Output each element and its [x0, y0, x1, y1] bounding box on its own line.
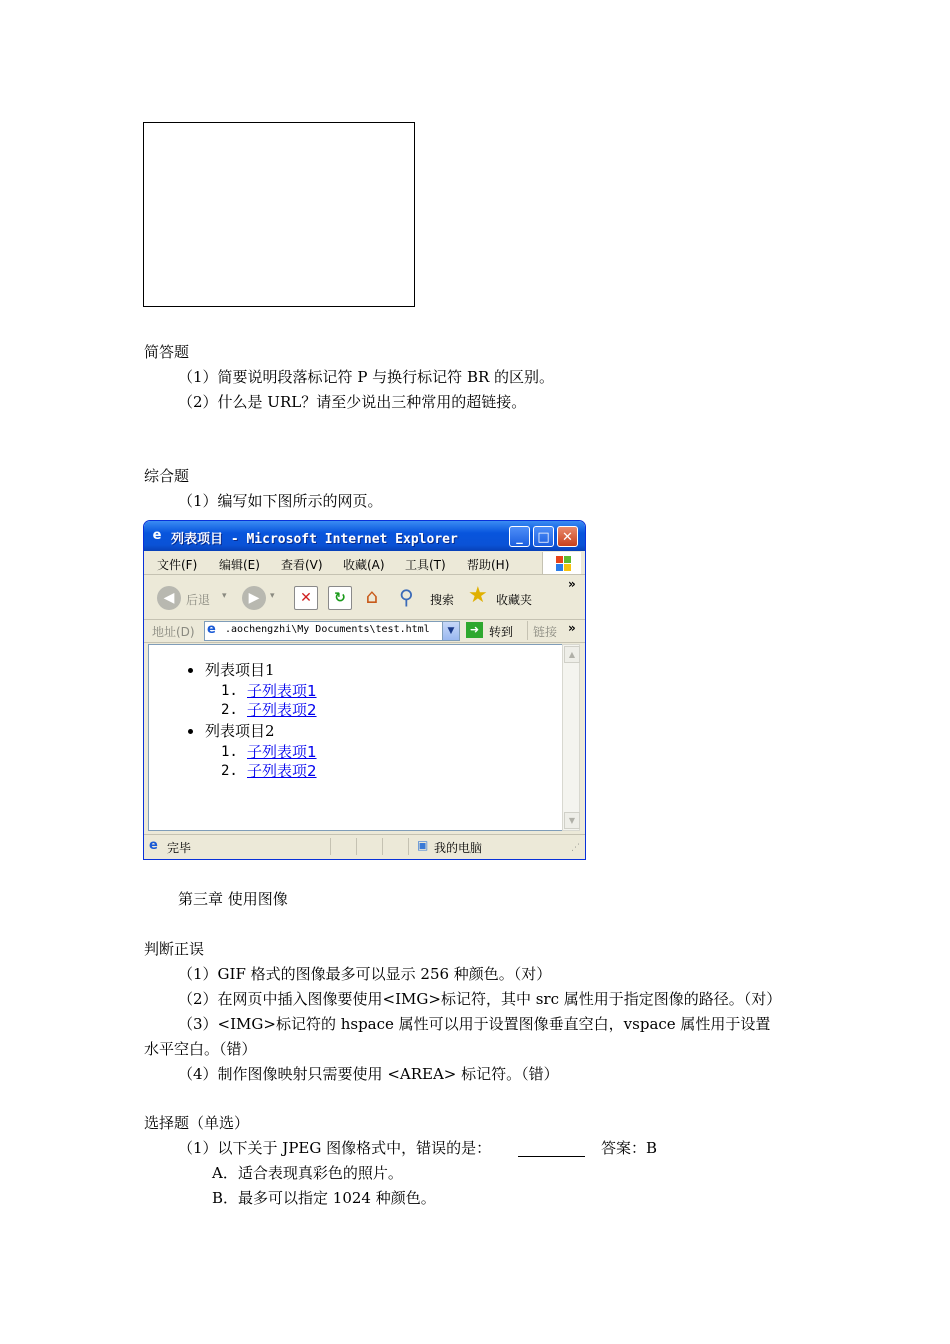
menu-tools[interactable]: 工具(T)	[405, 558, 446, 572]
favorites-star-icon[interactable]: ★	[468, 583, 488, 608]
computer-icon: ▣	[417, 838, 429, 852]
back-arrow-icon[interactable]: ◀	[157, 586, 181, 610]
links-more-chevron[interactable]: »	[568, 621, 576, 635]
menu-edit[interactable]: 编辑(E)	[219, 558, 260, 572]
short-answer-heading: 简答题	[144, 343, 190, 361]
multiple-choice-q1: （1）以下关于 JPEG 图像格式中，错误的是：	[178, 1139, 492, 1157]
option-b: B．最多可以指定 1024 种颜色。	[212, 1189, 436, 1207]
true-false-heading: 判断正误	[144, 940, 205, 958]
sublist-link[interactable]: 子列表项1	[247, 743, 317, 761]
refresh-icon[interactable]: ↻	[328, 586, 352, 610]
go-button-label[interactable]: 转到	[489, 625, 514, 639]
search-icon[interactable]: ⚲	[399, 585, 414, 609]
status-zone: 我的电脑	[434, 841, 483, 855]
comprehensive-q1: （1）编写如下图所示的网页。	[178, 492, 383, 510]
ie-title-bar	[144, 521, 585, 551]
ie-menu-bar	[144, 552, 585, 575]
list-bullet	[188, 668, 193, 673]
links-label[interactable]: 链接	[533, 625, 558, 639]
ie-status-bar	[144, 834, 585, 859]
favorites-button-label[interactable]: 收藏夹	[496, 593, 533, 607]
go-arrow-icon[interactable]: ➜	[466, 622, 483, 638]
scroll-down-icon[interactable]: ▼	[564, 812, 580, 829]
maximize-icon[interactable]: □	[533, 526, 554, 547]
multiple-choice-answer: 答案：B	[601, 1139, 658, 1157]
windows-flag-icon	[542, 552, 581, 574]
menu-file[interactable]: 文件(F)	[157, 558, 198, 572]
list-item-1-label: 列表项目1	[205, 661, 275, 679]
sublist-link[interactable]: 子列表项2	[247, 701, 317, 719]
status-text: 完毕	[167, 841, 192, 855]
true-false-q3-cont: 水平空白。（错）	[144, 1040, 257, 1058]
short-answer-q2: （2）什么是 URL？请至少说出三种常用的超链接。	[178, 393, 527, 411]
ol-number: 1.	[221, 683, 238, 699]
ie-window-title: 列表项目 - Microsoft Internet Explorer	[171, 532, 458, 547]
search-button-label[interactable]: 搜索	[430, 593, 455, 607]
short-answer-q1: （1）简要说明段落标记符 P 与换行标记符 BR 的区别。	[178, 368, 555, 386]
address-dropdown-icon[interactable]: ▼	[442, 622, 459, 640]
ol-number: 1.	[221, 744, 238, 760]
vertical-scrollbar[interactable]	[562, 644, 580, 831]
ie-toolbar	[144, 575, 585, 620]
list-item-2-label: 列表项目2	[205, 722, 275, 740]
true-false-q4: （4）制作图像映射只需要使用 <AREA> 标记符。（错）	[178, 1065, 559, 1083]
true-false-q1: （1）GIF 格式的图像最多可以显示 256 种颜色。（对）	[178, 965, 552, 983]
scroll-up-icon[interactable]: ▲	[564, 646, 580, 663]
list-bullet	[188, 729, 193, 734]
multiple-choice-heading: 选择题（单选）	[144, 1114, 250, 1132]
chapter-title: 第三章 使用图像	[178, 890, 288, 908]
answer-blank-line	[518, 1156, 585, 1157]
resize-grip-icon[interactable]: ⋰	[571, 843, 580, 853]
forward-arrow-icon[interactable]: ▶	[242, 586, 266, 610]
figure-placeholder-box	[143, 122, 415, 307]
sublist-link[interactable]: 子列表项2	[247, 762, 317, 780]
address-input[interactable]	[204, 621, 460, 641]
ie-window-figure	[143, 520, 586, 860]
address-value[interactable]: .aochengzhi\My Documents\test.html	[225, 624, 430, 635]
ie-page-icon: e	[152, 528, 162, 543]
ie-address-bar	[144, 620, 585, 643]
back-button-label[interactable]: 后退	[186, 593, 211, 607]
sublist-link[interactable]: 子列表项1	[247, 682, 317, 700]
menu-favorites[interactable]: 收藏(A)	[343, 558, 385, 572]
minimize-icon[interactable]: _	[509, 526, 530, 547]
address-label: 地址(D)	[152, 625, 195, 639]
option-a: A．适合表现真彩色的照片。	[212, 1164, 403, 1182]
home-icon[interactable]: ⌂	[365, 584, 379, 608]
true-false-q2: （2）在网页中插入图像要使用<IMG>标记符，其中 src 属性用于指定图像的路径。（对）	[178, 990, 782, 1008]
close-icon[interactable]: ✕	[557, 526, 578, 547]
ie-page-content	[148, 644, 563, 831]
stop-icon[interactable]: ✕	[294, 586, 318, 610]
comprehensive-heading: 综合题	[144, 467, 190, 485]
true-false-q3: （3）<IMG>标记符的 hspace 属性可以用于设置图像垂直空白，vspace 属性用于设置	[178, 1015, 771, 1033]
toolbar-more-chevron[interactable]: »	[568, 577, 576, 591]
ol-number: 2.	[221, 702, 238, 718]
menu-help[interactable]: 帮助(H)	[467, 558, 510, 572]
ie-page-icon: e	[207, 622, 216, 637]
status-page-icon: e	[149, 838, 158, 853]
forward-dropdown-icon[interactable]: ▾	[270, 591, 275, 601]
back-dropdown-icon[interactable]: ▾	[222, 591, 227, 601]
ol-number: 2.	[221, 763, 238, 779]
menu-view[interactable]: 查看(V)	[281, 558, 323, 572]
